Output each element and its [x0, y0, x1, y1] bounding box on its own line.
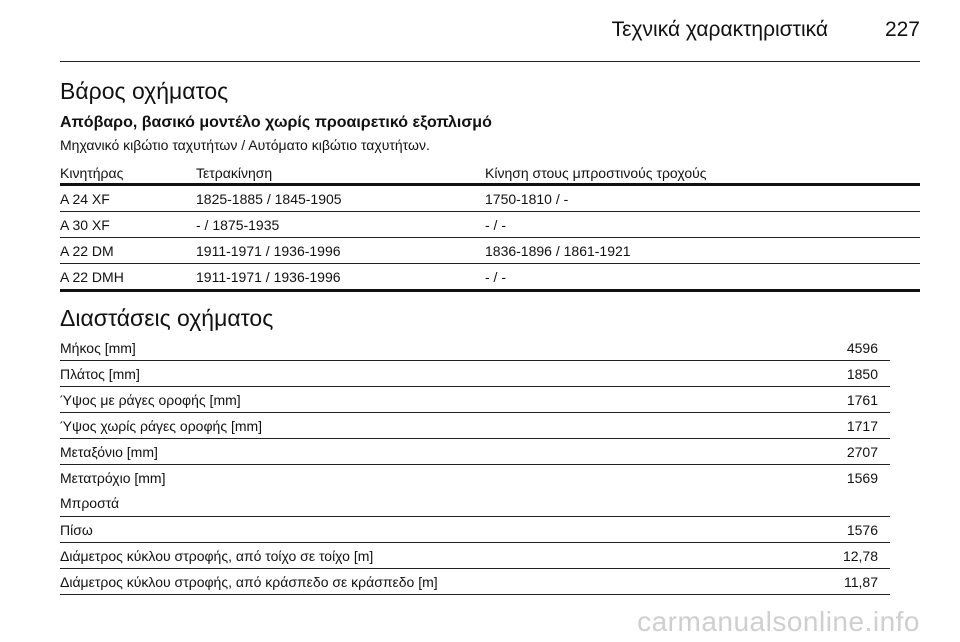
table-row: [60, 413, 890, 439]
fwd-weight-cell: 1750-1810 / -: [485, 191, 569, 207]
watermark: carmanualsonline.info: [637, 606, 920, 637]
table-row: [60, 335, 890, 361]
weight-table: [60, 160, 920, 292]
dimension-value: 1717: [846, 418, 878, 434]
header-divider: [60, 61, 920, 62]
table-row: [60, 264, 920, 292]
page-header: [60, 14, 920, 48]
dimensions-table: [60, 335, 890, 595]
column-header-fwd: Κίνηση στους μπροστινούς τροχούς: [485, 165, 707, 181]
table-row: [60, 387, 890, 413]
dimension-value: 1569: [846, 470, 878, 486]
header-title: Τεχνικά χαρακτηριστικά: [611, 18, 828, 41]
column-header-engine: Κινητήρας: [60, 165, 124, 181]
4wd-weight-cell: 1825-1885 / 1845-1905: [196, 191, 342, 207]
fwd-weight-cell: 1836-1896 / 1861-1921: [485, 243, 631, 259]
engine-cell: A 22 DMH: [60, 269, 124, 285]
table-row: [60, 543, 890, 569]
table-row: [60, 186, 920, 212]
dimension-value: 1761: [846, 392, 878, 408]
weight-table-header: [60, 160, 920, 186]
engine-cell: A 30 XF: [60, 217, 110, 233]
dimension-label: Μετατρόχιο [mm]: [60, 470, 166, 486]
dimension-label: Μήκος [mm]: [60, 340, 136, 356]
table-row: [60, 465, 890, 517]
table-row: [60, 361, 890, 387]
dimension-label: Μεταξόνιο [mm]: [60, 444, 158, 460]
dimension-value: 11,87: [844, 574, 878, 590]
dimension-label: Ύψος με ράγες οροφής [mm]: [60, 392, 241, 408]
engine-cell: A 24 XF: [60, 191, 110, 207]
dimension-value: 1576: [846, 522, 878, 538]
table-row: [60, 212, 920, 238]
dimension-label: Πίσω: [60, 522, 93, 538]
dimension-value: 2707: [846, 444, 878, 460]
table-row: [60, 238, 920, 264]
dimension-value: 1850: [846, 366, 878, 382]
table-row: [60, 569, 890, 595]
fwd-weight-cell: - / -: [485, 269, 506, 285]
dimension-sublabel: Μπροστά: [60, 495, 120, 511]
4wd-weight-cell: - / 1875-1935: [196, 217, 280, 233]
dimension-label: Ύψος χωρίς ράγες οροφής [mm]: [60, 418, 263, 434]
column-header-4wd: Τετρακίνηση: [196, 165, 273, 181]
4wd-weight-cell: 1911-1971 / 1936-1996: [196, 269, 341, 285]
dimension-label: Πλάτος [mm]: [60, 366, 140, 382]
weight-subheading: Απόβαρο, βασικό μοντέλο χωρίς προαιρετικό εξοπλισμό: [60, 114, 492, 131]
table-row: [60, 517, 890, 543]
page-number: 227: [884, 18, 920, 41]
4wd-weight-cell: 1911-1971 / 1936-1996: [196, 243, 341, 259]
vehicle-weight-title: Βάρος οχήματος: [60, 78, 229, 104]
fwd-weight-cell: - / -: [485, 217, 506, 233]
dimension-label: Διάμετρος κύκλου στροφής, από τοίχο σε τοίχο [m]: [60, 548, 374, 564]
dimension-value: 4596: [846, 340, 878, 356]
dimension-value: 12,78: [842, 548, 878, 564]
engine-cell: A 22 DM: [60, 243, 114, 259]
vehicle-dimensions-title: Διαστάσεις οχήματος: [60, 305, 274, 331]
weight-description: Μηχανικό κιβώτιο ταχυτήτων / Αυτόματο κιβώτιο ταχυτήτων.: [60, 137, 430, 153]
dimension-label: Διάμετρος κύκλου στροφής, από κράσπεδο σε κράσπεδο [m]: [60, 574, 438, 590]
table-row: [60, 439, 890, 465]
